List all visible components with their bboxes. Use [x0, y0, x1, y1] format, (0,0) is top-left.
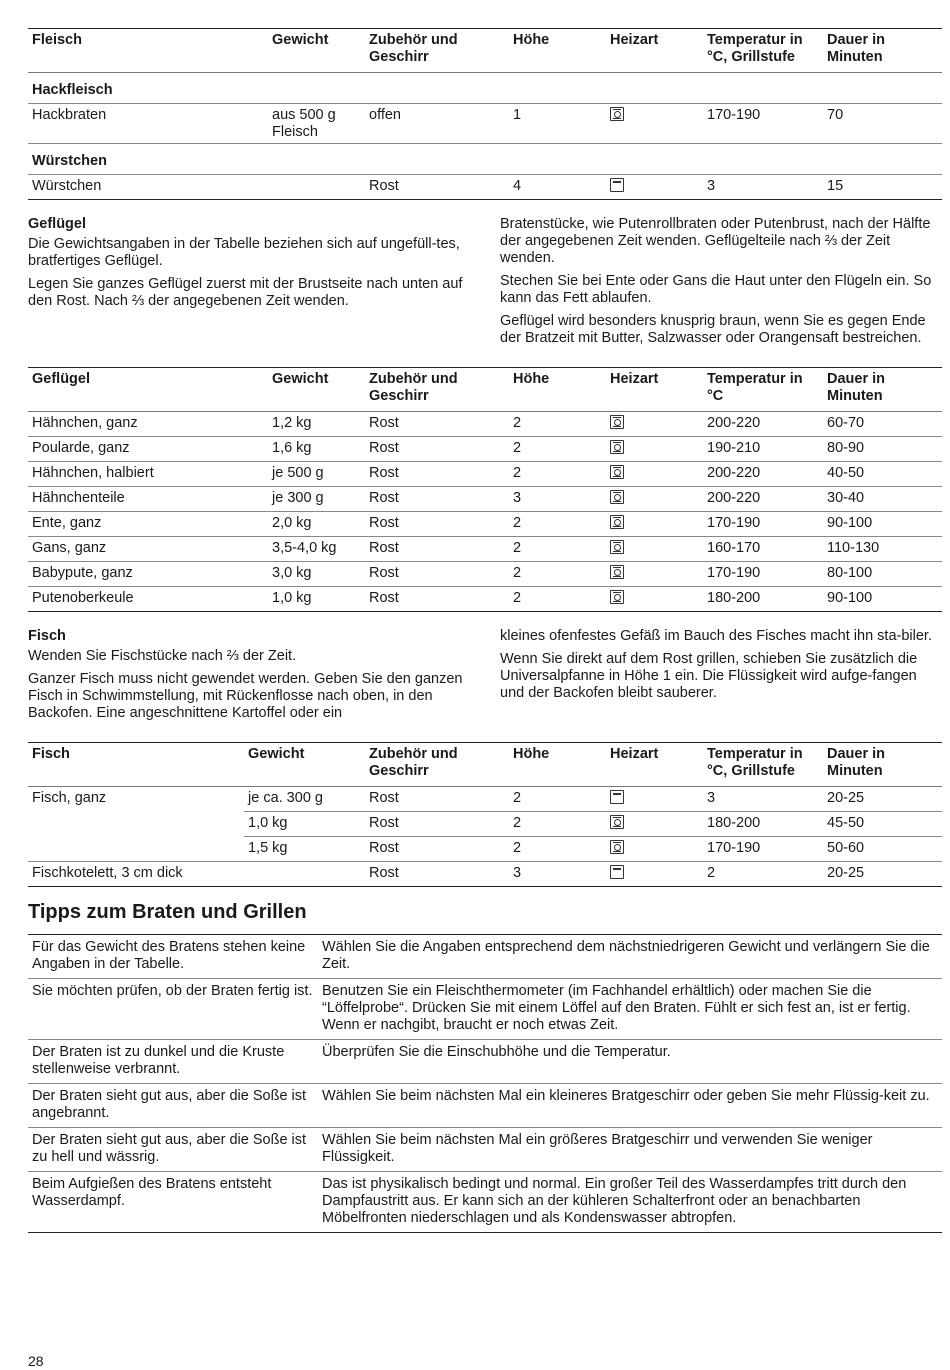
cell: Rost: [365, 487, 509, 512]
col-header: Höhe: [509, 743, 606, 787]
text-column-left: [28, 216, 470, 353]
cell: 180-200: [703, 812, 823, 837]
cell: [606, 412, 703, 437]
cell: [606, 537, 703, 562]
tip-problem: Für das Gewicht des Bratens stehen keine Angaben in der Tabelle.: [32, 939, 306, 972]
cell: 2: [513, 790, 522, 806]
fan-icon: [610, 815, 624, 829]
tip-solution: Wählen Sie die Angaben entsprechend dem nächstniedrigeren Gewicht und verlängern Sie die Zeit.: [322, 939, 930, 972]
cell: Rost: [365, 562, 509, 587]
cell: 2: [509, 512, 606, 537]
cell: 1: [509, 104, 606, 144]
cell: [244, 862, 365, 887]
tip-row: [28, 979, 942, 1040]
tip-problem: Sie möchten prüfen, ob der Braten fertig ist.: [28, 979, 318, 1040]
table-row: [28, 412, 942, 437]
col-header: Temperatur in °C, Grillstufe: [703, 29, 823, 73]
col-header: Heizart: [606, 743, 703, 787]
col-header: Heizart: [606, 368, 703, 412]
tip-solution: Überprüfen Sie die Einschubhöhe und die Temperatur.: [318, 1040, 942, 1084]
cell: Rost: [365, 812, 509, 837]
fan-icon: [610, 565, 624, 579]
cell: [28, 837, 244, 862]
cell: 110-130: [823, 537, 942, 562]
table-row: [28, 812, 942, 837]
tip-problem: Der Braten sieht gut aus, aber die Soße ist angebrannt.: [28, 1084, 318, 1128]
tip-row: [28, 1172, 942, 1233]
cell: [606, 104, 703, 144]
text-column-left: [28, 628, 470, 728]
paragraph: Legen Sie ganzes Geflügel zuerst mit der Brustseite nach unten auf den Rost. Nach ⅔ der angegebenen Zeit wenden.: [28, 276, 463, 309]
paragraph: Bratenstücke, wie Putenrollbraten oder Putenbrust, nach der Hälfte der angegebenen Zeit wenden. Geflügelteile nach ⅔ der Zeit wenden.: [500, 216, 931, 266]
paragraph: Wenden Sie Fischstücke nach ⅔ der Zeit.: [28, 648, 297, 664]
cell: [606, 512, 703, 537]
cell: 1,5 kg: [244, 837, 365, 862]
col-header: Zubehör und Geschirr: [365, 29, 509, 73]
table-row: [28, 562, 942, 587]
cell: 1,0 kg: [268, 587, 365, 612]
paragraph: kleines ofenfestes Gefäß im Bauch des Fisches macht ihn sta-biler.: [500, 628, 932, 644]
cell: 90-100: [823, 587, 942, 612]
paragraph: Ganzer Fisch muss nicht gewendet werden. Geben Sie den ganzen Fisch in Schwimmstellung, mit Rückenflosse nach oben, in den Backofen. Eine angeschnittene Kartoffel oder ein: [28, 671, 463, 721]
group-label: Würstchen: [28, 144, 942, 175]
table-row: [28, 512, 942, 537]
cell: 3: [707, 790, 716, 806]
col-header: Höhe: [509, 368, 606, 412]
cell: Rost: [369, 790, 399, 806]
cell: Gans, ganz: [28, 537, 268, 562]
paragraph: Wenn Sie direkt auf dem Rost grillen, schieben Sie zusätzlich die Universalpfanne in Höhe 1 ein. Die Flüssigkeit wird aufge-fangen und der Backofen bleibt sauberer.: [500, 651, 918, 701]
cell: 3,0 kg: [268, 562, 365, 587]
cell: 15: [823, 175, 942, 200]
col-header: Zubehör und Geschirr: [365, 743, 509, 787]
cell: 170-190: [703, 837, 823, 862]
cell: 20-25: [827, 790, 865, 806]
section-heading: Fisch: [28, 628, 66, 644]
col-header: Temperatur in °C: [703, 368, 823, 412]
group-row: [28, 144, 942, 175]
cell: Hähnchen, ganz: [32, 415, 138, 431]
col-header: Fleisch: [28, 29, 268, 73]
cell: Rost: [365, 175, 509, 200]
col-header: Höhe: [509, 29, 606, 73]
cell: Hähnchen, halbiert: [28, 462, 268, 487]
cell: 40-50: [823, 462, 942, 487]
table-row: [28, 837, 942, 862]
fan-icon: [610, 590, 624, 604]
cell: 2: [509, 812, 606, 837]
cell: [606, 175, 703, 200]
tips-table: [28, 934, 942, 1233]
fan-icon: [610, 107, 624, 121]
cell: 2: [509, 837, 606, 862]
cell: aus 500 g Fleisch: [268, 104, 365, 144]
table-row: [28, 175, 942, 200]
cell: 30-40: [823, 487, 942, 512]
col-header: Temperatur in °C, Grillstufe: [703, 743, 823, 787]
fan-icon: [610, 415, 624, 429]
cell: 2: [509, 462, 606, 487]
cell: [606, 862, 703, 887]
cell: 1,6 kg: [268, 437, 365, 462]
section-heading: Geflügel: [28, 216, 87, 232]
section-title: Tipps zum Braten und Grillen: [28, 901, 307, 923]
tip-solution: Benutzen Sie ein Fleischthermometer (im Fachhandel erhältlich) oder machen Sie die “Löffelprobe“. Drücken Sie mit einem Löffel auf den Braten. Fühlt er sich fest an, ist er fertig. Wenn er nachgibt, braucht er noch etwas Zeit.: [318, 979, 942, 1040]
tip-row: [28, 1084, 942, 1128]
table-row: [28, 537, 942, 562]
cell: 45-50: [823, 812, 942, 837]
document-page: [28, 28, 942, 1233]
col-header: Dauer in Minuten: [823, 743, 942, 787]
cell: 160-170: [703, 537, 823, 562]
cell: 200-220: [707, 415, 761, 431]
col-header: Gewicht: [268, 29, 365, 73]
cell: Poularde, ganz: [28, 437, 268, 462]
cell: [606, 837, 703, 862]
cell: Putenoberkeule: [28, 587, 268, 612]
cell: 2: [513, 415, 522, 431]
col-header: Fisch: [28, 743, 244, 787]
cell: 2: [509, 437, 606, 462]
fan-icon: [610, 515, 624, 529]
grill-icon: [610, 178, 624, 192]
cell: Ente, ganz: [28, 512, 268, 537]
cell: je ca. 300 g: [248, 790, 323, 806]
cell: 200-220: [703, 462, 823, 487]
cell: Babypute, ganz: [28, 562, 268, 587]
cell: 1,0 kg: [244, 812, 365, 837]
gefluegel-text: [28, 216, 942, 353]
cell: 80-90: [823, 437, 942, 462]
cell: 1,2 kg: [272, 415, 312, 431]
col-header: Heizart: [606, 29, 703, 73]
col-header: Gewicht: [244, 743, 365, 787]
cell: 2: [509, 587, 606, 612]
table-header-row: [28, 368, 942, 412]
cell: 3: [509, 487, 606, 512]
cell: 170-190: [703, 104, 823, 144]
tip-row: [28, 1040, 942, 1084]
cell: 170-190: [703, 562, 823, 587]
cell: Rost: [365, 537, 509, 562]
cell: Hackbraten: [28, 104, 268, 144]
cell: [268, 175, 365, 200]
cell: 170-190: [703, 512, 823, 537]
cell: [606, 812, 703, 837]
grill-icon: [610, 790, 624, 804]
group-label: Hackfleisch: [32, 82, 113, 98]
paragraph: Stechen Sie bei Ente oder Gans die Haut unter den Flügeln ein. So kann das Fett ablaufen.: [500, 273, 932, 306]
fan-icon: [610, 490, 624, 504]
tip-problem: Beim Aufgießen des Bratens entsteht Wasserdampf.: [28, 1172, 318, 1233]
cell: 80-100: [823, 562, 942, 587]
cell: je 500 g: [268, 462, 365, 487]
table-row: [28, 862, 942, 887]
group-row: [28, 73, 942, 104]
cell: Hähnchenteile: [28, 487, 268, 512]
gefluegel-table: [28, 367, 942, 612]
table-row: [28, 437, 942, 462]
cell: [606, 562, 703, 587]
col-header: Zubehör und Geschirr: [365, 368, 509, 412]
col-header: Geflügel: [28, 368, 268, 412]
fisch-table: [28, 742, 942, 887]
cell: je 300 g: [268, 487, 365, 512]
cell: [606, 587, 703, 612]
text-column-right: [500, 628, 942, 728]
cell: [606, 487, 703, 512]
fleisch-table: [28, 28, 942, 200]
table-header-row: [28, 743, 942, 787]
cell: Würstchen: [28, 175, 268, 200]
cell: [606, 437, 703, 462]
cell: 3,5-4,0 kg: [268, 537, 365, 562]
cell: 200-220: [703, 487, 823, 512]
cell: Rost: [365, 587, 509, 612]
cell: 3: [703, 175, 823, 200]
text-column-right: [500, 216, 942, 353]
cell: 20-25: [823, 862, 942, 887]
table-row: [28, 104, 942, 144]
cell: Rost: [365, 437, 509, 462]
cell: 50-60: [823, 837, 942, 862]
tip-solution: Wählen Sie beim nächsten Mal ein größeres Bratgeschirr und verwenden Sie weniger Flüssigkeit.: [318, 1128, 942, 1172]
tip-row: [28, 935, 942, 979]
grill-icon: [610, 865, 624, 879]
cell: 2: [509, 562, 606, 587]
cell: 60-70: [827, 415, 865, 431]
cell: 90-100: [823, 512, 942, 537]
cell: Rost: [365, 862, 509, 887]
col-header: Dauer in Minuten: [823, 29, 942, 73]
table-row: [28, 587, 942, 612]
cell: Rost: [365, 512, 509, 537]
table-row: [28, 487, 942, 512]
fan-icon: [610, 840, 624, 854]
fisch-text: [28, 628, 942, 728]
cell: [606, 462, 703, 487]
cell: 2,0 kg: [268, 512, 365, 537]
cell: 2: [703, 862, 823, 887]
cell: 4: [509, 175, 606, 200]
tip-solution: Das ist physikalisch bedingt und normal. Ein großer Teil des Wasserdampfes tritt durch den Dampfaustritt aus. Er kann sich an der kühleren Schalterfront oder an benachbarten Möbelfronten niederschlagen und als Kondenswasser abtropfen.: [318, 1172, 942, 1233]
cell: 70: [823, 104, 942, 144]
table-row: [28, 787, 942, 812]
paragraph: Die Gewichtsangaben in der Tabelle beziehen sich auf ungefüll-tes, bratfertiges Geflügel.: [28, 236, 460, 269]
page-number: 28: [28, 1353, 44, 1369]
cell: 180-200: [703, 587, 823, 612]
cell: 3: [509, 862, 606, 887]
table-header-row: [28, 29, 942, 73]
tip-problem: Der Braten ist zu dunkel und die Kruste stellenweise verbrannt.: [28, 1040, 318, 1084]
cell: offen: [365, 104, 509, 144]
paragraph: Geflügel wird besonders knusprig braun, wenn Sie es gegen Ende der Bratzeit mit Butter, Salzwasser oder Orangensaft bestreichen.: [500, 313, 926, 346]
cell: [606, 787, 703, 812]
tip-solution: Wählen Sie beim nächsten Mal ein kleineres Bratgeschirr oder geben Sie mehr Flüssig-keit zu.: [318, 1084, 942, 1128]
cell: Fisch, ganz: [32, 790, 107, 806]
tip-row: [28, 1128, 942, 1172]
cell: Rost: [365, 837, 509, 862]
fan-icon: [610, 540, 624, 554]
tip-problem: Der Braten sieht gut aus, aber die Soße ist zu hell und wässrig.: [28, 1128, 318, 1172]
cell: Fischkotelett, 3 cm dick: [28, 862, 244, 887]
cell: Rost: [369, 415, 399, 431]
col-header: Gewicht: [268, 368, 365, 412]
cell: Rost: [365, 462, 509, 487]
cell: 2: [509, 537, 606, 562]
table-row: [28, 462, 942, 487]
cell: 190-210: [703, 437, 823, 462]
fan-icon: [610, 440, 624, 454]
col-header: Dauer in Minuten: [823, 368, 942, 412]
fan-icon: [610, 465, 624, 479]
cell: [28, 812, 244, 837]
